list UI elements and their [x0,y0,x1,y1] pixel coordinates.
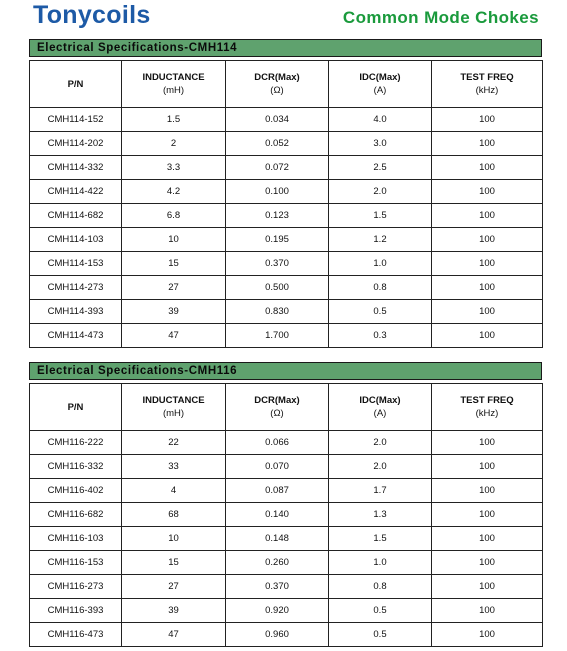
cell-dcr: 0.140 [226,503,329,527]
cell-inductance: 3.3 [122,156,226,180]
column-header-pn: P/N [30,384,122,431]
column-header-dcr: DCR(Max) (Ω) [226,384,329,431]
cell-inductance: 27 [122,575,226,599]
cell-dcr: 0.260 [226,551,329,575]
table-header-row [30,384,543,431]
cell-dcr: 0.920 [226,599,329,623]
cell-dcr: 0.072 [226,156,329,180]
cell-part-number: CMH114-202 [30,132,122,156]
cell-idc: 2.0 [329,180,432,204]
column-header-inductance: INDUCTANCE (mH) [122,384,226,431]
cell-dcr: 1.700 [226,324,329,348]
cell-inductance: 15 [122,551,226,575]
cell-dcr: 0.960 [226,623,329,647]
cell-part-number: CMH114-473 [30,324,122,348]
cell-part-number: CMH116-402 [30,479,122,503]
table-header-row [30,61,543,108]
cell-test-freq: 100 [432,204,543,228]
table-row [30,623,543,647]
cell-part-number: CMH116-682 [30,503,122,527]
cell-inductance: 33 [122,455,226,479]
cell-dcr: 0.100 [226,180,329,204]
cell-inductance: 47 [122,324,226,348]
cell-dcr: 0.087 [226,479,329,503]
cell-test-freq: 100 [432,503,543,527]
cell-inductance: 68 [122,503,226,527]
column-header-dcr: DCR(Max) (Ω) [226,61,329,108]
column-header-pn: P/N [30,61,122,108]
cell-inductance: 4 [122,479,226,503]
table-row [30,551,543,575]
cell-idc: 2.0 [329,431,432,455]
table-row [30,479,543,503]
table-row [30,204,543,228]
column-header-idc: IDC(Max) (A) [329,61,432,108]
table-row [30,503,543,527]
cell-idc: 0.5 [329,623,432,647]
cell-test-freq: 100 [432,300,543,324]
spec-section-cmh114 [29,39,542,348]
page-subtitle: Common Mode Chokes [342,8,539,27]
cell-test-freq: 100 [432,276,543,300]
table-row [30,276,543,300]
cell-part-number: CMH114-153 [30,252,122,276]
cell-part-number: CMH114-422 [30,180,122,204]
cell-idc: 1.5 [329,527,432,551]
cell-test-freq: 100 [432,575,543,599]
cell-inductance: 22 [122,431,226,455]
table-row [30,132,543,156]
cell-idc: 2.5 [329,156,432,180]
cell-idc: 3.0 [329,132,432,156]
spec-section-cmh116 [29,362,542,647]
cell-part-number: CMH114-393 [30,300,122,324]
table-row [30,431,543,455]
cell-test-freq: 100 [432,156,543,180]
cell-test-freq: 100 [432,479,543,503]
cell-inductance: 47 [122,623,226,647]
cell-test-freq: 100 [432,108,543,132]
cell-test-freq: 100 [432,599,543,623]
cell-part-number: CMH116-273 [30,575,122,599]
table-row [30,575,543,599]
brand-logo-text: Tonycoils [33,1,151,29]
cell-dcr: 0.066 [226,431,329,455]
cell-part-number: CMH114-332 [30,156,122,180]
section-title: Electrical Specifications-CMH114 [29,39,542,57]
table-row [30,599,543,623]
cell-idc: 0.8 [329,276,432,300]
cell-part-number: CMH116-222 [30,431,122,455]
cell-idc: 1.0 [329,551,432,575]
table-row [30,300,543,324]
cell-inductance: 6.8 [122,204,226,228]
table-row [30,228,543,252]
cell-part-number: CMH114-273 [30,276,122,300]
table-row [30,455,543,479]
table-row [30,156,543,180]
cell-idc: 1.7 [329,479,432,503]
cell-dcr: 0.500 [226,276,329,300]
cell-idc: 2.0 [329,455,432,479]
cell-idc: 1.0 [329,252,432,276]
cell-idc: 4.0 [329,108,432,132]
cell-idc: 0.3 [329,324,432,348]
table-row [30,527,543,551]
cell-idc: 1.3 [329,503,432,527]
table-row [30,180,543,204]
cell-part-number: CMH114-682 [30,204,122,228]
cell-dcr: 0.052 [226,132,329,156]
cell-test-freq: 100 [432,324,543,348]
cell-test-freq: 100 [432,455,543,479]
cell-inductance: 10 [122,527,226,551]
cell-dcr: 0.195 [226,228,329,252]
cell-dcr: 0.830 [226,300,329,324]
cell-idc: 0.5 [329,599,432,623]
cell-test-freq: 100 [432,431,543,455]
cell-dcr: 0.370 [226,575,329,599]
cell-part-number: CMH116-332 [30,455,122,479]
column-header-test-freq: TEST FREQ (kHz) [432,61,543,108]
table-row [30,108,543,132]
cell-part-number: CMH116-153 [30,551,122,575]
cell-dcr: 0.370 [226,252,329,276]
cell-idc: 1.5 [329,204,432,228]
cell-test-freq: 100 [432,180,543,204]
column-header-test-freq: TEST FREQ (kHz) [432,384,543,431]
cell-part-number: CMH116-103 [30,527,122,551]
cell-dcr: 0.123 [226,204,329,228]
cell-test-freq: 100 [432,527,543,551]
column-header-inductance: INDUCTANCE (mH) [122,61,226,108]
page-header [0,0,567,34]
table-row [30,324,543,348]
cell-test-freq: 100 [432,228,543,252]
cell-part-number: CMH116-473 [30,623,122,647]
cell-part-number: CMH114-103 [30,228,122,252]
column-header-idc: IDC(Max) (A) [329,384,432,431]
cell-inductance: 1.5 [122,108,226,132]
table-body [30,431,543,647]
cell-inductance: 2 [122,132,226,156]
cell-inductance: 39 [122,300,226,324]
cell-inductance: 10 [122,228,226,252]
cell-part-number: CMH114-152 [30,108,122,132]
cell-test-freq: 100 [432,132,543,156]
cell-part-number: CMH116-393 [30,599,122,623]
cell-inductance: 4.2 [122,180,226,204]
spec-table [29,383,543,647]
cell-idc: 0.8 [329,575,432,599]
cell-inductance: 39 [122,599,226,623]
cell-dcr: 0.034 [226,108,329,132]
spec-table [29,60,543,348]
cell-test-freq: 100 [432,551,543,575]
cell-test-freq: 100 [432,623,543,647]
cell-test-freq: 100 [432,252,543,276]
table-body [30,108,543,348]
table-row [30,252,543,276]
cell-idc: 0.5 [329,300,432,324]
section-title: Electrical Specifications-CMH116 [29,362,542,380]
cell-idc: 1.2 [329,228,432,252]
cell-dcr: 0.148 [226,527,329,551]
cell-inductance: 15 [122,252,226,276]
cell-dcr: 0.070 [226,455,329,479]
cell-inductance: 27 [122,276,226,300]
